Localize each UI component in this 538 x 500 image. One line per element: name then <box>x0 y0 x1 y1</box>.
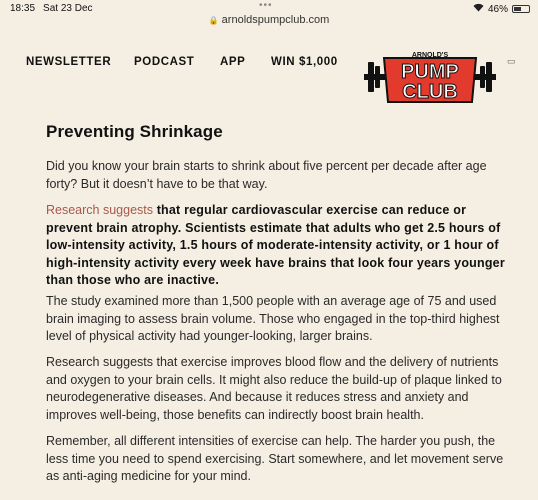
tab-dots[interactable]: ••• <box>259 0 273 11</box>
paragraph-1: Did you know your brain starts to shrink about five percent per decade after age forty? But it doesn’t have to be that way. <box>46 159 487 191</box>
logo-top-text: ARNOLD'S <box>411 52 449 59</box>
paragraph-2 <box>46 202 506 290</box>
lock-icon: 🔒 <box>208 15 219 25</box>
research-link[interactable]: Research suggests <box>46 203 154 217</box>
article <box>46 122 506 483</box>
battery-percent: 46% <box>487 3 508 15</box>
nav-app[interactable]: APP <box>220 56 246 68</box>
pump-club-logo[interactable] <box>362 48 498 108</box>
paragraph-4: Research suggests that exercise improves blood flow and the delivery of nutrients and oxygen to your brain cells. It might also reduce the build-up of plaque linked to neurodegenerative diseases. And because it reduces stress and anxiety and improves well-being, those benefits can indirectly boost brain health. <box>46 355 502 422</box>
url-text: arnoldspumpclub.com <box>221 14 330 26</box>
nav-win[interactable]: WIN $1,000 <box>271 56 338 68</box>
logo-word-pump: PUMP <box>401 61 459 83</box>
cart-icon[interactable]: ▭ <box>507 56 516 66</box>
paragraph-2-bold: that regular cardiovascular exercise can reduce or prevent brain atrophy. Scientists estimate that adults who get 2.5 hours of low-intensity activity, 1.5 hours of moderate-intensity activity, or 1 hour of high-intensity activity every week have brains that look four years younger than those who are inactive. <box>46 203 505 287</box>
logo-word-club: CLUB <box>402 81 458 103</box>
article-title: Preventing Shrinkage <box>46 122 223 141</box>
status-time: 18:35 <box>10 3 36 14</box>
paragraph-5: Remember, all different intensities of exercise can help. The harder you push, the less time you need to spend exercising. Start somewhere, and let movement serve as anti-aging medicine for your mind. <box>46 434 504 483</box>
nav-podcast[interactable]: PODCAST <box>134 56 195 68</box>
nav-newsletter[interactable]: NEWSLETTER <box>26 56 112 68</box>
site-nav <box>0 40 538 103</box>
paragraph-3: The study examined more than 1,500 people with an average age of 75 and used brain imaging to assess brain volume. Those who engaged in the top-third highest level of physical activity had younger-looking, larger brains. <box>46 294 500 343</box>
url-bar[interactable] <box>0 12 538 28</box>
status-date: Sat 23 Dec <box>43 3 93 14</box>
